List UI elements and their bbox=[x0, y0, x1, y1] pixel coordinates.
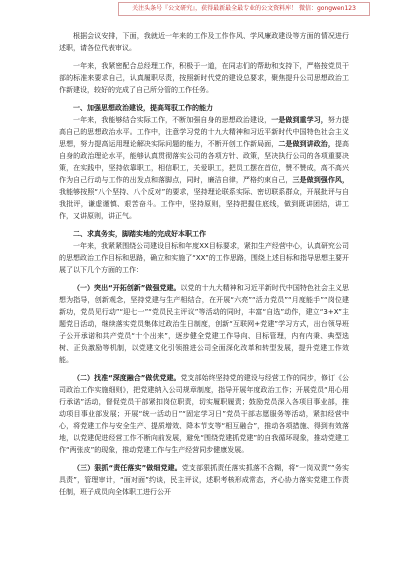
section1-point2-text: 提高自身的政治理论水平，能够认真贯彻落实公司的各项方针、政策，坚决执行公司的各项重要决策，在实践中，坚持依靠职工，相信职工，关爱职工，把员工摆在首位，赞不赞成，高不高兴作为自己行动与工作的出发点和落脚点，同时，廉洁自律，严格约束自己， bbox=[59, 140, 350, 184]
section1-point3: 三是做到强作风， bbox=[292, 176, 350, 184]
promo-banner[interactable] bbox=[118, 2, 370, 16]
section1-point3-text: 我能够按照“八个坚持、八个反对”的要求，坚持理论联系实际、密切联系群众，开展批评与自我批评，谦虚谨慎、艰苦奋斗。工作中，坚持原则，坚持把握住底线，做到既讲团结，讲工作，又讲原则，讲正气。 bbox=[59, 188, 349, 220]
subsection3 bbox=[59, 462, 349, 498]
subsection2 bbox=[59, 372, 349, 456]
subsection2-title: （二）找准“深度融合”做优党建。 bbox=[73, 374, 181, 382]
promo-banner-text: 关注头条号『公文研究』，获得最新最全最专业的公文资料库！ 微信：gongwen123 bbox=[132, 5, 356, 12]
intro-paragraph: 根据会议安排，下面，我就近一年来的工作及工作作风、学风廉政建设等方面的情况进行述职，请各位代表审议。 bbox=[59, 32, 349, 52]
section1-point2: 二是做到讲政治， bbox=[278, 140, 335, 148]
section1-point1: 一是做到重学习， bbox=[271, 116, 328, 124]
document-body bbox=[59, 30, 349, 498]
subsection1-text: 以党的十九大精神和习近平新时代中国特色社会主义思想为指导，创新观念，坚持党建与生产相结合，在开展“六亮”“活力党员”“月度能手”“岗位建新功，党员见行动”“迎七一”“党员民主评议”等活动的同时，丰富“自选”动作，建立“3+X”主题党日活动，继续落实党员集体过政治生日制度，创新“互联网+党建”学习方式，出台领导班子公开承诺和共产党员“十个出来”，逐步健全党建工作导向、目标管理，内有内秉、典型选树、正负激励等机制，以党建文化引领推进公司全面深化改革和转型发展，提升党建工作效能。 bbox=[59, 284, 350, 364]
section1-heading: 一、加强思想政治建设，提高驾驭工作的能力 bbox=[73, 104, 213, 112]
section2-heading: 二、求真务实，脚踏实地的完成好本职工作 bbox=[73, 230, 206, 238]
section1-point1-text: 努力提高自己的思想政治水平。工作中，注意学习党的十九大精神和习近平新时代中国特色社会主义思想，努力提高运用理论解决实际问题的能力，不断开创工作新局面， bbox=[59, 116, 350, 148]
section2-intro: 一年来，我紧紧围绕公司建设目标和年度XX目标要求，紧扣生产经营中心，认真研究公司的思想政治工作目标和思路，确立和实施了“XX”的工作思路，围绕上述目标和指导思想主要开展了以下几个方面的工作： bbox=[59, 242, 349, 274]
subsection1-title: （一）突出“开拓创新”做强党建。 bbox=[73, 284, 181, 292]
section1-paragraph bbox=[59, 114, 349, 222]
summary-paragraph: 一年来，我紧密配合总经理工作，积极于一道，在同志们的帮助和支持下，严格按党员干部的标准来要求自己，认真履职尽责，按照新时代党的建设总要求，聚焦提升公司思想政治工作新建设，较好的完成了自己所分管的工作任务。 bbox=[59, 62, 349, 94]
subsection3-text: 党支部狠抓责任落实抓落不含糊，将“一岗双责”“务实具责”，管理审计，“面对面”约谈，民主评议，述职考核形成常态，齐心协力落实党建工作责任制，班子成员向全体职工进行公开 bbox=[59, 464, 349, 496]
section1-intro: 一年来，我能够结合实际工作，不断加强自身的思想政治建设， bbox=[73, 116, 272, 124]
subsection2-text: 党支部始终坚持党的建设与经营工作的同步，修订《公司政治工作实施细则》，把党建纳入公司规章制度，指导开展年度政治工作；开展党员“用心用行承诺”活动，督促党员干部紧扣岗位职责，切实履职履责；鼓励党员深入各项目事业部，推动项目事业部发展；开展“统一活动日”“固定学习日”党员干部志愿服务等活动，紧扣经营中心，将党建工作与安全生产、提质增效、降本节支等“相互融合”，推动各项措施、得到有效落地，以党建促进经营工作不断向前发展，避免“围绕党建抓党建”的自我循环现象，推动党建工作“两张皮”的现象，推动党建工作与生产经营同步健康发展。 bbox=[59, 374, 350, 454]
subsection1 bbox=[59, 282, 349, 366]
subsection3-title: （三）狠抓“责任落实”做细党建。 bbox=[73, 464, 182, 472]
